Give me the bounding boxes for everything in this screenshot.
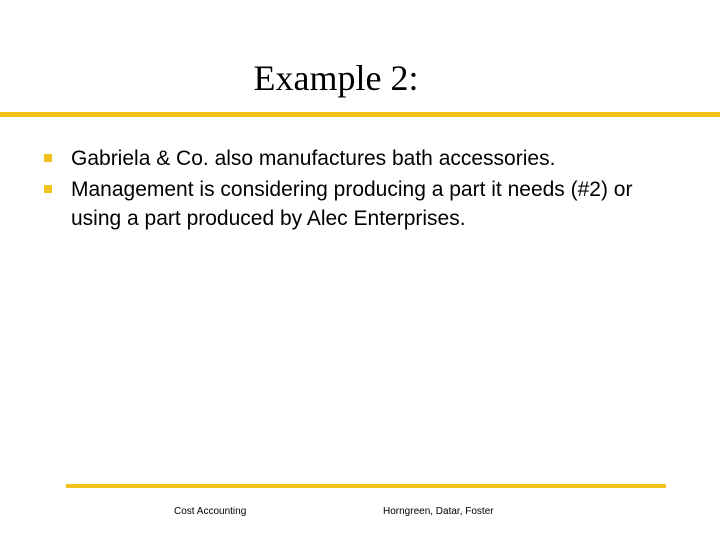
bullet-text: Management is considering producing a part it needs (#2) or xyxy=(71,178,633,201)
footer-divider xyxy=(66,484,666,488)
bullet-list xyxy=(42,144,720,235)
square-bullet-icon xyxy=(44,154,52,162)
bullet-text: Gabriela & Co. also manufactures bath accessories. xyxy=(71,147,556,170)
bullet-text-continuation: using a part produced by Alec Enterprises. xyxy=(71,207,466,230)
title-divider xyxy=(0,112,720,117)
footer-course: Cost Accounting xyxy=(174,506,247,517)
footer-authors: Horngreen, Datar, Foster xyxy=(383,506,494,517)
slide-title: Example 2: xyxy=(253,58,419,98)
bullet-item xyxy=(42,144,720,173)
square-bullet-icon xyxy=(44,185,52,193)
bullet-item xyxy=(42,175,720,233)
